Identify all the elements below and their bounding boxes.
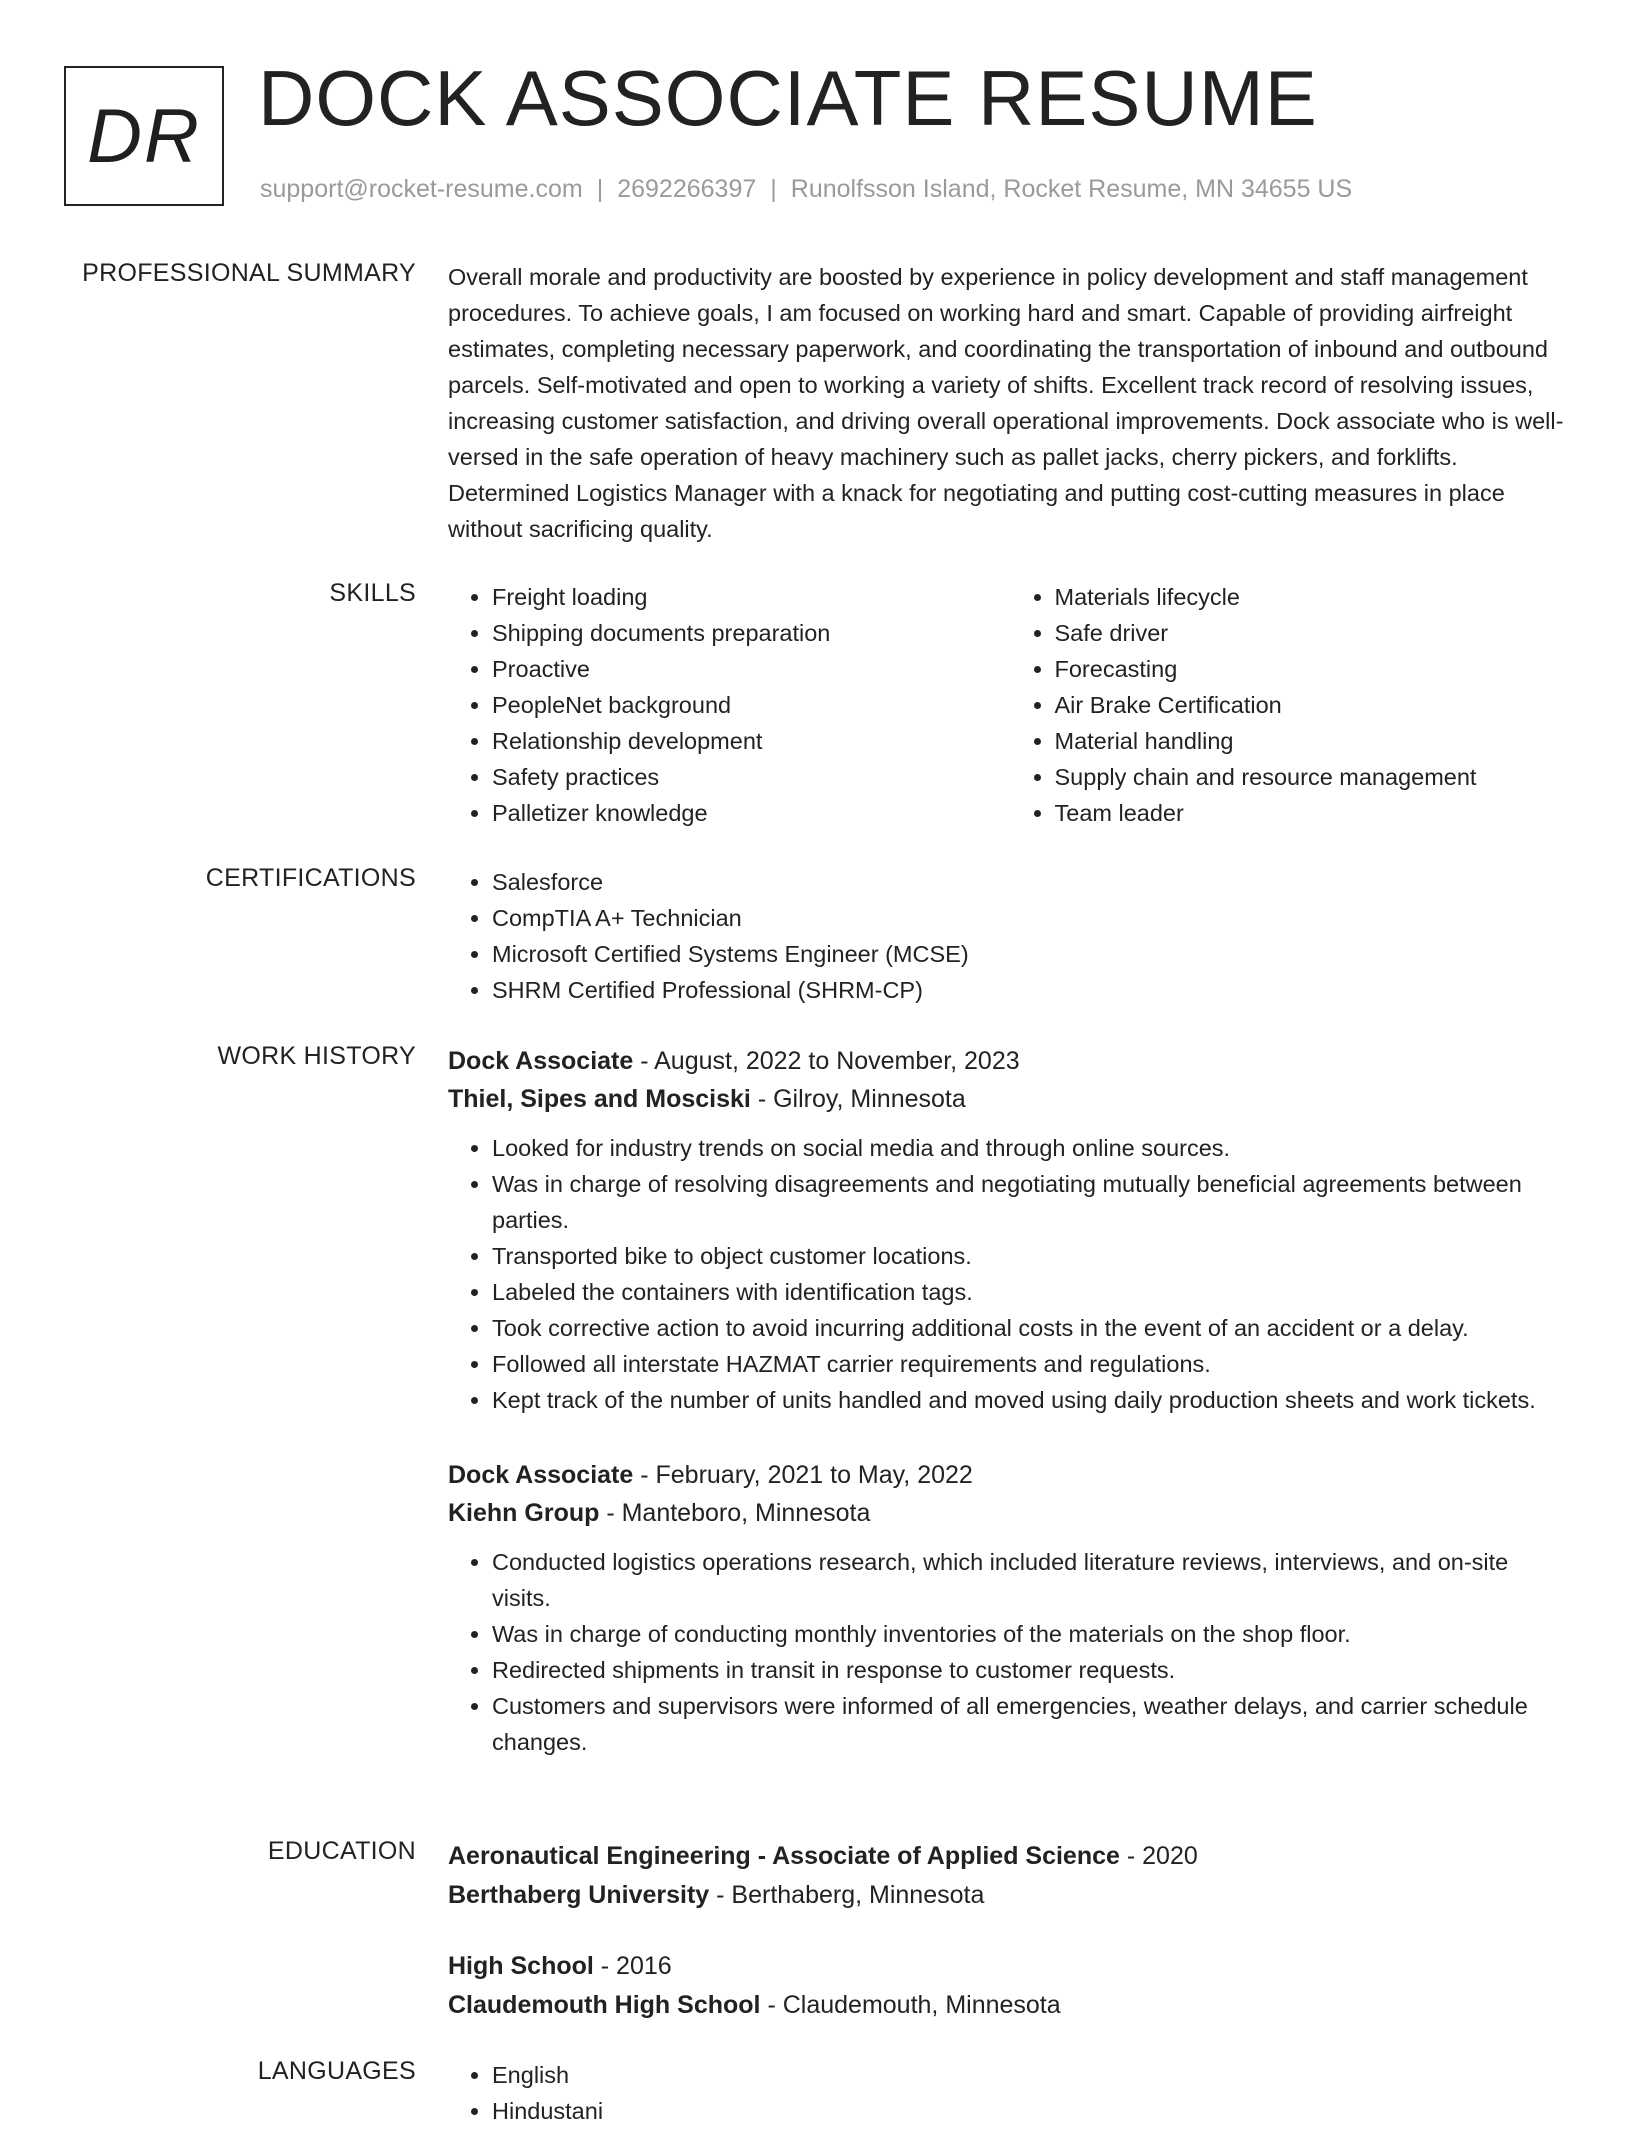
contact-separator: | bbox=[770, 175, 777, 203]
job-entry bbox=[448, 1456, 1573, 1760]
job-bullet: • Was in charge of resolving disagreements and negotiating mutually beneficial agreements between parties. bbox=[492, 1166, 1573, 1238]
education-school: Claudemouth High School bbox=[448, 1991, 761, 2019]
skill-item: • PeopleNet background bbox=[492, 687, 1011, 723]
skill-item: • Air Brake Certification bbox=[1055, 687, 1574, 723]
job-company-line bbox=[448, 1080, 1573, 1118]
education-year: - 2016 bbox=[593, 1952, 672, 1980]
section-label-languages: LANGUAGES bbox=[257, 2057, 416, 2085]
job-bullets bbox=[448, 1130, 1573, 1418]
skill-item: • Relationship development bbox=[492, 723, 1011, 759]
job-bullet: • Redirected shipments in transit in response to customer requests. bbox=[492, 1652, 1573, 1688]
certification-item: • SHRM Certified Professional (SHRM-CP) bbox=[492, 972, 1573, 1008]
skills-list-right bbox=[1011, 579, 1574, 831]
job-title: Dock Associate bbox=[448, 1047, 634, 1075]
contact-line bbox=[260, 175, 1352, 204]
job-entry bbox=[448, 1042, 1573, 1418]
job-company-line bbox=[448, 1494, 1573, 1532]
section-label-work: WORK HISTORY bbox=[217, 1042, 416, 1070]
language-item: • English bbox=[492, 2057, 1573, 2093]
education-degree: High School bbox=[448, 1952, 594, 1980]
education-degree: Aeronautical Engineering - Associate of Applied Science bbox=[448, 1842, 1120, 1870]
job-company: Thiel, Sipes and Mosciski bbox=[448, 1085, 751, 1113]
skills-grid bbox=[448, 579, 1573, 831]
job-dates: - February, 2021 to May, 2022 bbox=[633, 1461, 973, 1489]
certification-item: • Microsoft Certified Systems Engineer (MCSE) bbox=[492, 936, 1573, 972]
job-title: Dock Associate bbox=[448, 1461, 634, 1489]
education-school: Berthaberg University bbox=[448, 1881, 710, 1909]
education-location: - Claudemouth, Minnesota bbox=[760, 1991, 1061, 2019]
job-title-line bbox=[448, 1456, 1573, 1494]
job-bullet: • Looked for industry trends on social media and through online sources. bbox=[492, 1130, 1573, 1166]
contact-separator: | bbox=[596, 175, 604, 203]
skills-list-left bbox=[448, 579, 1011, 831]
skill-item: • Safety practices bbox=[492, 759, 1011, 795]
section-label-certifications: CERTIFICATIONS bbox=[205, 864, 416, 892]
contact-address: Runolfsson Island, Rocket Resume, MN 34655 US bbox=[790, 175, 1353, 203]
monogram-logo: DR bbox=[64, 66, 224, 206]
job-bullets bbox=[448, 1544, 1573, 1760]
language-item: • Hindustani bbox=[492, 2093, 1573, 2129]
education-school-line bbox=[448, 1986, 1573, 2025]
job-bullet: • Kept track of the number of units handled and moved using daily production sheets and work tickets. bbox=[492, 1382, 1573, 1418]
education-degree-line bbox=[448, 1837, 1573, 1876]
certification-item: • Salesforce bbox=[492, 864, 1573, 900]
job-location: - Manteboro, Minnesota bbox=[599, 1499, 871, 1527]
education-year: - 2020 bbox=[1119, 1842, 1198, 1870]
summary-text: Overall morale and productivity are boosted by experience in policy development and staff management procedures. To achieve goals, I am focused on working hard and smart. Capable of providing airfreight estimates, completing necessary paperwork, and coordinating the transportation of inbound and outbound parcels. Self-motivated and open to working a variety of shifts. Excellent track record of resolving issues, increasing customer satisfaction, and driving overall operational improvements. Dock associate who is well-versed in the safe operation of heavy machinery such as pallet jacks, cherry pickers, and forklifts. Determined Logistics Manager with a knack for negotiating and putting cost-cutting measures in place without sacrificing quality. bbox=[448, 264, 1564, 542]
section-label-skills: SKILLS bbox=[329, 579, 416, 607]
skill-item: • Team leader bbox=[1055, 795, 1574, 831]
skill-item: • Palletizer knowledge bbox=[492, 795, 1011, 831]
job-dates: - August, 2022 to November, 2023 bbox=[633, 1047, 1020, 1075]
section-label-summary: PROFESSIONAL SUMMARY bbox=[82, 259, 416, 287]
job-bullet: • Was in charge of conducting monthly inventories of the materials on the shop floor. bbox=[492, 1616, 1573, 1652]
job-bullet: • Transported bike to object customer locations. bbox=[492, 1238, 1573, 1274]
skill-item: • Materials lifecycle bbox=[1055, 579, 1574, 615]
education-location: - Berthaberg, Minnesota bbox=[709, 1881, 985, 1909]
page-title: DOCK ASSOCIATE RESUME bbox=[258, 54, 1318, 142]
job-bullet: • Conducted logistics operations research, which included literature reviews, interviews, and on-site visits. bbox=[492, 1544, 1573, 1616]
job-bullet: • Followed all interstate HAZMAT carrier requirements and regulations. bbox=[492, 1346, 1573, 1382]
section-label-education: EDUCATION bbox=[267, 1837, 416, 1865]
education-degree-line bbox=[448, 1947, 1573, 1986]
job-location: - Gilroy, Minnesota bbox=[750, 1085, 966, 1113]
job-bullet: • Took corrective action to avoid incurring additional costs in the event of an accident or a delay. bbox=[492, 1310, 1573, 1346]
contact-phone[interactable]: 2692266397 bbox=[617, 175, 757, 203]
skill-item: • Supply chain and resource management bbox=[1055, 759, 1574, 795]
contact-email[interactable]: support@rocket-resume.com bbox=[260, 175, 583, 203]
job-company: Kiehn Group bbox=[448, 1499, 600, 1527]
skill-item: • Forecasting bbox=[1055, 651, 1574, 687]
certification-item: • CompTIA A+ Technician bbox=[492, 900, 1573, 936]
education-school-line bbox=[448, 1876, 1573, 1915]
job-bullet: • Labeled the containers with identification tags. bbox=[492, 1274, 1573, 1310]
languages-list bbox=[448, 2057, 1573, 2129]
job-bullet: • Customers and supervisors were informed of all emergencies, weather delays, and carrier schedule changes. bbox=[492, 1688, 1573, 1760]
education-entry bbox=[448, 1837, 1573, 1915]
certifications-list bbox=[448, 864, 1573, 1008]
skill-item: • Shipping documents preparation bbox=[492, 615, 1011, 651]
skill-item: • Material handling bbox=[1055, 723, 1574, 759]
skill-item: • Safe driver bbox=[1055, 615, 1574, 651]
skill-item: • Proactive bbox=[492, 651, 1011, 687]
skill-item: • Freight loading bbox=[492, 579, 1011, 615]
job-title-line bbox=[448, 1042, 1573, 1080]
education-entry bbox=[448, 1947, 1573, 2025]
